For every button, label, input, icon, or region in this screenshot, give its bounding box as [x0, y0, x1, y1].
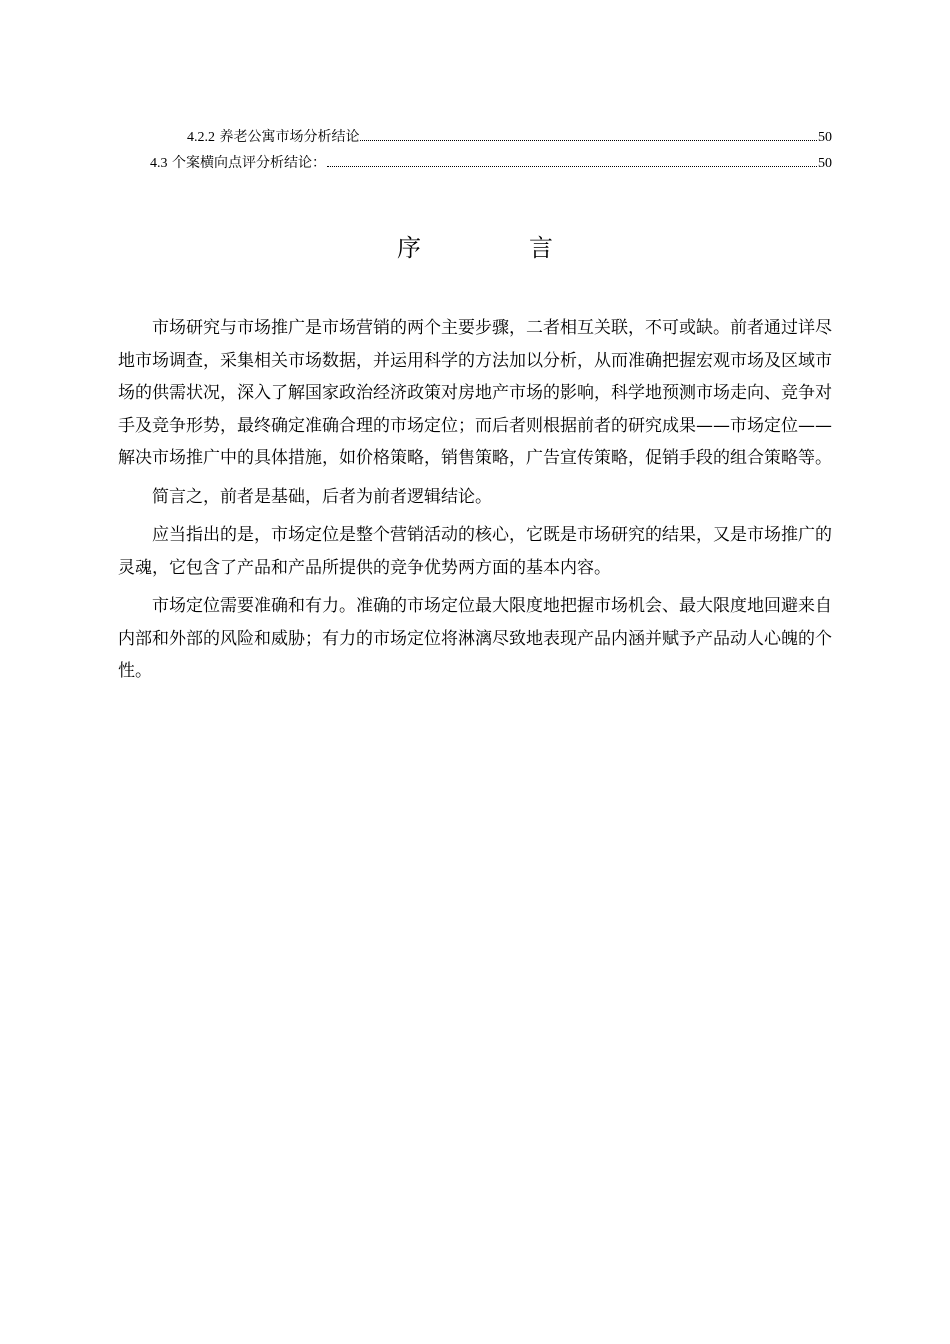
toc-entry-number: 4.2.2 [187, 130, 215, 145]
preface-paragraph-1: 市场研究与市场推广是市场营销的两个主要步骤，二者相互关联，不可或缺。前者通过详尽地市场调查，采集相关市场数据，并运用科学的方法加以分析，从而准确把握宏观市场及区域市场的供需状况，深入了解国家政治经济政策对房地产市场的影响，科学地预测市场走向、竞争对手及竞争形势，最终确定准确合理的市场定位；而后者则根据前者的研究成果——市场定位——解决市场推广中的具体措施，如价格策略，销售策略，广告宣传策略，促销手段的组合策略等。 [118, 318, 832, 468]
preface-heading-right: 言 [529, 234, 553, 262]
toc-entry-title: 养老公寓市场分析结论 [219, 129, 360, 145]
preface-body [118, 312, 832, 694]
toc-entry-4-3[interactable] [150, 152, 832, 174]
preface-heading-left: 序 [397, 234, 421, 262]
toc-entry-title: 个案横向点评分析结论： [171, 155, 326, 171]
toc-entry-number: 4.3 [150, 156, 168, 171]
preface-paragraph-2: 简言之，前者是基础，后者为前者逻辑结论。 [152, 486, 492, 507]
preface-paragraph-3: 应当指出的是，市场定位是整个营销活动的核心，它既是市场研究的结果，又是市场推广的灵魂，它包含了产品和产品所提供的竞争优势两方面的基本内容。 [118, 525, 832, 578]
toc-dot-leader [327, 165, 817, 167]
toc-dot-leader [360, 139, 817, 141]
preface-paragraph-4: 市场定位需要准确和有力。准确的市场定位最大限度地把握市场机会、最大限度地回避来自内部和外部的风险和威胁；有力的市场定位将淋漓尽致地表现产品内涵并赋予产品动人心魄的个性。 [118, 596, 832, 681]
toc-entry-4-2-2[interactable] [187, 126, 832, 148]
preface-heading [0, 228, 950, 263]
toc-entry-page: 50 [818, 156, 832, 171]
toc-entry-page: 50 [818, 130, 832, 145]
